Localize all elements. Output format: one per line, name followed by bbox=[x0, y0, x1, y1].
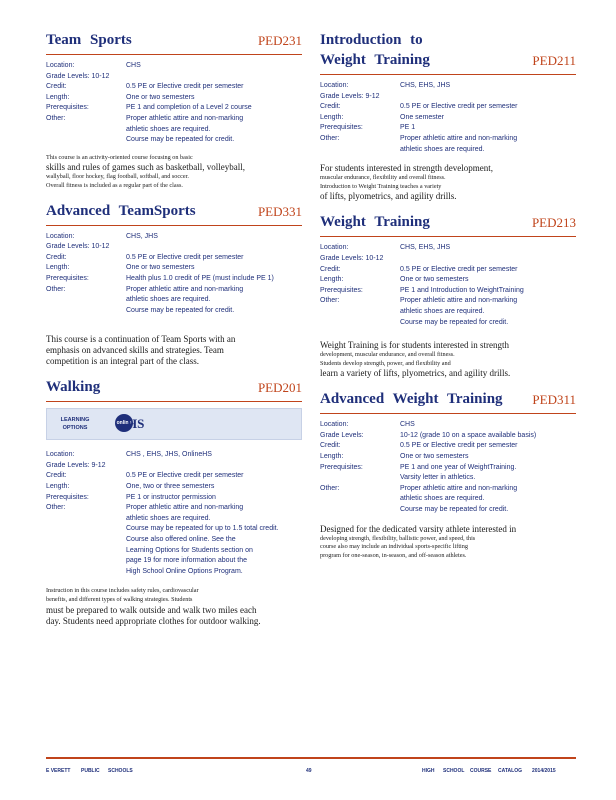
info-label: Location: bbox=[320, 82, 349, 89]
info-value: One or two semesters bbox=[126, 264, 195, 272]
course-advanced-team-sports bbox=[46, 201, 302, 368]
info-label bbox=[320, 307, 400, 318]
course-walking bbox=[46, 377, 302, 626]
info-row bbox=[46, 503, 302, 514]
description-line: Overall fitness is included as a regular part of the class. bbox=[46, 181, 183, 189]
description-line: skills and rules of games such as basketball, volleyball, bbox=[46, 162, 245, 173]
info-row bbox=[46, 242, 302, 253]
info-row bbox=[320, 452, 576, 463]
info-value: 0.5 PE or Elective credit per semester bbox=[126, 83, 244, 91]
description-line: This course is an activity-oriented course focusing on basic bbox=[46, 153, 193, 161]
info-value: athletic shoes are required. bbox=[126, 296, 211, 304]
learning-options-box bbox=[46, 408, 302, 440]
description-line: For students interested in strength development, bbox=[320, 163, 493, 174]
info-label bbox=[320, 494, 400, 505]
course-info bbox=[320, 81, 576, 155]
info-label: Prerequisites: bbox=[320, 463, 363, 471]
online-hs-text: HS bbox=[127, 416, 145, 432]
info-value: Proper athletic attire and non-marking bbox=[400, 484, 518, 492]
info-row bbox=[320, 441, 576, 452]
info-value: 0.5 PE or Elective credit per semester bbox=[400, 265, 518, 273]
info-label bbox=[320, 145, 400, 156]
info-label: Location: bbox=[320, 421, 349, 429]
info-row bbox=[46, 482, 302, 493]
page-footer bbox=[46, 768, 576, 776]
course-code: PED231 bbox=[257, 33, 302, 48]
info-label: Length: bbox=[320, 113, 344, 121]
info-value: PE 1 and one year of WeightTraining. bbox=[400, 463, 517, 471]
online-badge: online bbox=[115, 414, 133, 432]
footer-rule bbox=[46, 757, 576, 759]
info-row bbox=[46, 103, 302, 114]
info-label: Grade Levels: 10-12 bbox=[46, 72, 110, 80]
info-label: Grade Levels: 9-12 bbox=[320, 92, 380, 100]
info-row bbox=[46, 461, 302, 472]
info-row bbox=[320, 134, 576, 145]
description-line: muscular endurance, flexibility and overall fitness. bbox=[320, 174, 446, 182]
info-row bbox=[320, 102, 576, 113]
info-value bbox=[126, 72, 302, 83]
info-label: Other: bbox=[46, 504, 66, 512]
info-label: Other: bbox=[46, 285, 66, 293]
info-value: 0.5 PE or Elective credit per semester bbox=[400, 103, 518, 111]
course-title: Advanced Weight Training bbox=[320, 391, 503, 408]
course-description bbox=[320, 340, 576, 379]
info-value: 0.5 PE or Elective credit per semester bbox=[126, 472, 244, 480]
description-line: development, muscular endurance, and overall fitness. bbox=[320, 351, 455, 359]
course-header bbox=[46, 201, 302, 226]
info-row bbox=[46, 546, 302, 557]
info-row bbox=[320, 296, 576, 307]
info-value bbox=[126, 461, 302, 472]
info-row bbox=[46, 556, 302, 567]
course-description bbox=[46, 334, 302, 367]
info-row bbox=[46, 295, 302, 306]
info-label: Length: bbox=[46, 483, 70, 491]
info-row bbox=[46, 567, 302, 578]
info-row bbox=[46, 285, 302, 296]
info-label bbox=[46, 535, 126, 546]
info-row bbox=[46, 263, 302, 274]
info-row bbox=[46, 493, 302, 504]
course-code: PED211 bbox=[532, 53, 576, 68]
info-value: One semester bbox=[400, 113, 444, 121]
info-label: Prerequisites: bbox=[46, 493, 89, 501]
course-header bbox=[46, 377, 302, 402]
info-value: Health plus 1.0 credit of PE (must include PE 1) bbox=[126, 274, 274, 282]
description-line: of lifts, plyometrics, and agility drills. bbox=[320, 191, 457, 202]
description-line: Designed for the dedicated varsity athlete interested in bbox=[320, 523, 517, 534]
info-value: CHS bbox=[126, 62, 141, 69]
info-label: Credit: bbox=[46, 472, 67, 480]
course-description bbox=[46, 154, 302, 191]
info-label: Location: bbox=[46, 62, 75, 69]
info-row bbox=[46, 125, 302, 136]
info-row bbox=[320, 243, 576, 254]
course-team-sports bbox=[46, 30, 302, 191]
description-line: Students develop strength, power, and flexibility and bbox=[320, 359, 451, 367]
info-row bbox=[320, 473, 576, 484]
info-value: CHS, EHS, JHS bbox=[400, 244, 451, 252]
info-value: PE 1 and completion of a Level 2 course bbox=[126, 104, 252, 112]
description-line: Instruction in this course includes safety rules, cardiovascular bbox=[46, 587, 199, 595]
info-label: Credit: bbox=[320, 442, 341, 450]
description-line: This course is a continuation of Team Sports with an bbox=[46, 334, 236, 345]
info-value: One or two semesters bbox=[126, 93, 195, 101]
learning-options-label: LEARNING OPTIONS bbox=[60, 417, 90, 432]
info-label bbox=[46, 524, 126, 535]
course-info bbox=[46, 61, 302, 146]
footer-catalog: CATALOG bbox=[498, 768, 522, 774]
course-description bbox=[46, 587, 302, 626]
course-code: PED311 bbox=[532, 392, 576, 408]
info-label: Length: bbox=[320, 276, 344, 284]
info-row bbox=[46, 535, 302, 546]
info-label: Other: bbox=[320, 297, 340, 305]
footer-schools: SCHOOLS bbox=[108, 768, 133, 774]
online-hs-logo-icon bbox=[115, 412, 149, 436]
info-label: Length: bbox=[46, 93, 70, 101]
info-row bbox=[46, 82, 302, 93]
info-row bbox=[320, 494, 576, 505]
description-line: learn a variety of lifts, plyometrics, and agility drills. bbox=[320, 368, 511, 379]
info-label: Location: bbox=[46, 451, 75, 459]
course-header bbox=[320, 212, 576, 237]
info-row bbox=[46, 306, 302, 317]
footer-high: HIGH bbox=[422, 768, 435, 774]
footer-school: SCHOOL bbox=[443, 768, 465, 774]
info-value bbox=[400, 92, 576, 103]
info-row bbox=[320, 431, 576, 442]
info-row bbox=[46, 135, 302, 146]
info-row bbox=[320, 307, 576, 318]
info-row bbox=[320, 484, 576, 495]
footer-public: PUBLIC bbox=[81, 768, 100, 774]
info-value: One or two semesters bbox=[400, 453, 469, 461]
info-value: Proper athletic attire and non-marking bbox=[400, 297, 518, 305]
description-line: competition is an integral part of the class. bbox=[46, 356, 199, 367]
info-value: Proper athletic attire and non-marking bbox=[126, 114, 244, 122]
info-row bbox=[46, 232, 302, 243]
info-label bbox=[320, 473, 400, 484]
left-column bbox=[46, 30, 302, 637]
course-title: Team Sports bbox=[46, 32, 132, 48]
footer-year: 2014/2015 bbox=[532, 768, 556, 774]
info-row bbox=[320, 123, 576, 134]
course-info bbox=[320, 243, 576, 328]
course-header bbox=[320, 50, 576, 75]
info-row bbox=[46, 93, 302, 104]
description-line: day. Students need appropriate clothes for outdoor walking. bbox=[46, 615, 261, 626]
info-value: athletic shoes are required. bbox=[400, 495, 485, 503]
info-value: page 19 for more information about the bbox=[126, 557, 248, 565]
info-row bbox=[320, 92, 576, 103]
description-line: Introduction to Weight Training teaches a variety bbox=[320, 182, 442, 190]
description-line: program for one-season, in-season, and off-season athletes. bbox=[320, 551, 467, 559]
course-title: Walking bbox=[46, 379, 101, 396]
course-header bbox=[320, 389, 576, 414]
info-value: High School Online Options Program. bbox=[126, 567, 243, 575]
info-label bbox=[320, 505, 400, 516]
info-label: Other: bbox=[46, 114, 66, 122]
course-info bbox=[46, 232, 302, 317]
course-title: Weight Training bbox=[320, 214, 430, 231]
info-row bbox=[46, 72, 302, 83]
info-value: athletic shoes are required. bbox=[126, 514, 211, 522]
description-line: Weight Training is for students interested in strength bbox=[320, 340, 510, 351]
description-line: wallyball, floor hockey, flag football, softball, and soccer. bbox=[46, 173, 189, 181]
info-row bbox=[46, 514, 302, 525]
info-row bbox=[320, 275, 576, 286]
info-row bbox=[320, 113, 576, 124]
info-label: Credit: bbox=[320, 265, 341, 273]
info-label: Prerequisites: bbox=[320, 124, 363, 132]
info-label: Prerequisites: bbox=[320, 286, 363, 294]
info-value: CHS , EHS, JHS, OnlineHS bbox=[126, 451, 212, 459]
info-label bbox=[320, 318, 400, 329]
info-row bbox=[46, 61, 302, 72]
info-value: Course also offered online. See the bbox=[126, 536, 236, 544]
info-value: Course may be repeated for up to 1.5 total credit. bbox=[126, 525, 279, 533]
info-value: Proper athletic attire and non-marking bbox=[400, 134, 518, 142]
course-code: PED201 bbox=[257, 380, 302, 396]
info-label: Grade Levels: 10-12 bbox=[320, 254, 384, 262]
info-label: Prerequisites: bbox=[46, 104, 89, 112]
info-value: athletic shoes are required. bbox=[400, 307, 485, 315]
info-value: Proper athletic attire and non-marking bbox=[126, 504, 244, 512]
info-row bbox=[320, 265, 576, 276]
info-label: Length: bbox=[320, 453, 344, 461]
info-value bbox=[126, 242, 302, 253]
info-value: Varsity letter in athletics. bbox=[400, 474, 476, 482]
info-row bbox=[320, 420, 576, 431]
course-info bbox=[320, 420, 576, 515]
info-row bbox=[320, 145, 576, 156]
description-line: emphasis on advanced skills and strategies. Team bbox=[46, 345, 224, 356]
course-description bbox=[320, 163, 576, 202]
info-value: Learning Options for Students section on bbox=[126, 546, 253, 554]
info-row bbox=[46, 114, 302, 125]
info-label bbox=[46, 546, 126, 557]
info-value: One or two semesters bbox=[400, 276, 469, 284]
info-label: Other: bbox=[320, 484, 340, 492]
info-row bbox=[46, 274, 302, 285]
info-row bbox=[320, 318, 576, 329]
description-line: developing strength, flexibility, ballistic power, and speed, this bbox=[320, 534, 476, 542]
course-weight-training bbox=[320, 212, 576, 379]
course-advanced-weight-training bbox=[320, 389, 576, 560]
info-value: Course may be repeated for credit. bbox=[126, 306, 235, 314]
info-label: Location: bbox=[320, 244, 349, 252]
info-value: PE 1 and Introduction to WeightTraining bbox=[400, 286, 524, 294]
info-value: CHS, JHS bbox=[126, 232, 158, 240]
info-value: 0.5 PE or Elective credit per semester bbox=[400, 442, 518, 450]
info-label bbox=[46, 125, 126, 136]
info-value: PE 1 or instructor permission bbox=[126, 493, 216, 501]
info-row bbox=[46, 450, 302, 461]
info-label bbox=[46, 567, 126, 578]
course-code: PED331 bbox=[257, 203, 302, 219]
right-column bbox=[320, 30, 576, 570]
course-description bbox=[320, 524, 576, 561]
info-label: Other: bbox=[320, 134, 340, 142]
course-title-line1: Introduction to bbox=[320, 32, 423, 48]
info-label: Grade Levels: 9-12 bbox=[46, 461, 106, 469]
info-value: PE 1 bbox=[400, 124, 416, 132]
info-label: Grade Levels: 10-12 bbox=[46, 243, 110, 251]
info-label bbox=[46, 556, 126, 567]
info-row bbox=[320, 505, 576, 516]
course-intro-weight-training bbox=[320, 30, 576, 202]
info-value: 10-12 (grade 10 on a space available basis) bbox=[400, 431, 537, 439]
description-line: must be prepared to walk outside and walk two miles each bbox=[46, 604, 257, 615]
info-label: Prerequisites: bbox=[46, 274, 89, 282]
description-line: benefits, and different types of walking strategies. Students bbox=[46, 596, 193, 603]
info-label: Grade Levels: bbox=[320, 431, 364, 439]
info-row bbox=[320, 463, 576, 474]
info-label bbox=[46, 306, 126, 317]
page-number: 49 bbox=[306, 768, 312, 774]
footer-district: E VERETT bbox=[46, 768, 71, 774]
info-value: athletic shoes are required. bbox=[126, 125, 211, 133]
info-value: Course may be repeated for credit. bbox=[400, 318, 509, 326]
info-label: Credit: bbox=[46, 253, 67, 261]
info-label: Credit: bbox=[46, 83, 67, 91]
info-label bbox=[46, 514, 126, 525]
info-value: Course may be repeated for credit. bbox=[400, 506, 509, 514]
info-row bbox=[46, 524, 302, 535]
info-value: athletic shoes are required. bbox=[400, 145, 485, 153]
course-code: PED213 bbox=[531, 215, 576, 231]
info-value: CHS bbox=[400, 421, 415, 429]
info-value: Course may be repeated for credit. bbox=[126, 136, 235, 144]
info-value: 0.5 PE or Elective credit per semester bbox=[126, 253, 244, 261]
course-title: Advanced TeamSports bbox=[46, 202, 196, 219]
info-label bbox=[46, 135, 126, 146]
info-label bbox=[46, 295, 126, 306]
info-label: Credit: bbox=[320, 103, 341, 111]
info-value bbox=[400, 254, 576, 265]
info-value: Proper athletic attire and non-marking bbox=[126, 285, 244, 293]
course-header bbox=[46, 30, 302, 55]
course-title-line2: Weight Training bbox=[320, 52, 430, 68]
info-label: Location: bbox=[46, 232, 75, 240]
info-label: Length: bbox=[46, 264, 70, 272]
footer-course: COURSE bbox=[470, 768, 492, 774]
info-row bbox=[46, 253, 302, 264]
info-row bbox=[320, 254, 576, 265]
info-value: One, two or three semesters bbox=[126, 483, 215, 491]
info-value: CHS, EHS, JHS bbox=[400, 82, 451, 89]
description-line: course also may include an individual sports-specific lifting bbox=[320, 543, 468, 551]
course-info bbox=[46, 450, 302, 577]
info-row bbox=[320, 81, 576, 92]
info-row bbox=[320, 286, 576, 297]
info-row bbox=[46, 471, 302, 482]
